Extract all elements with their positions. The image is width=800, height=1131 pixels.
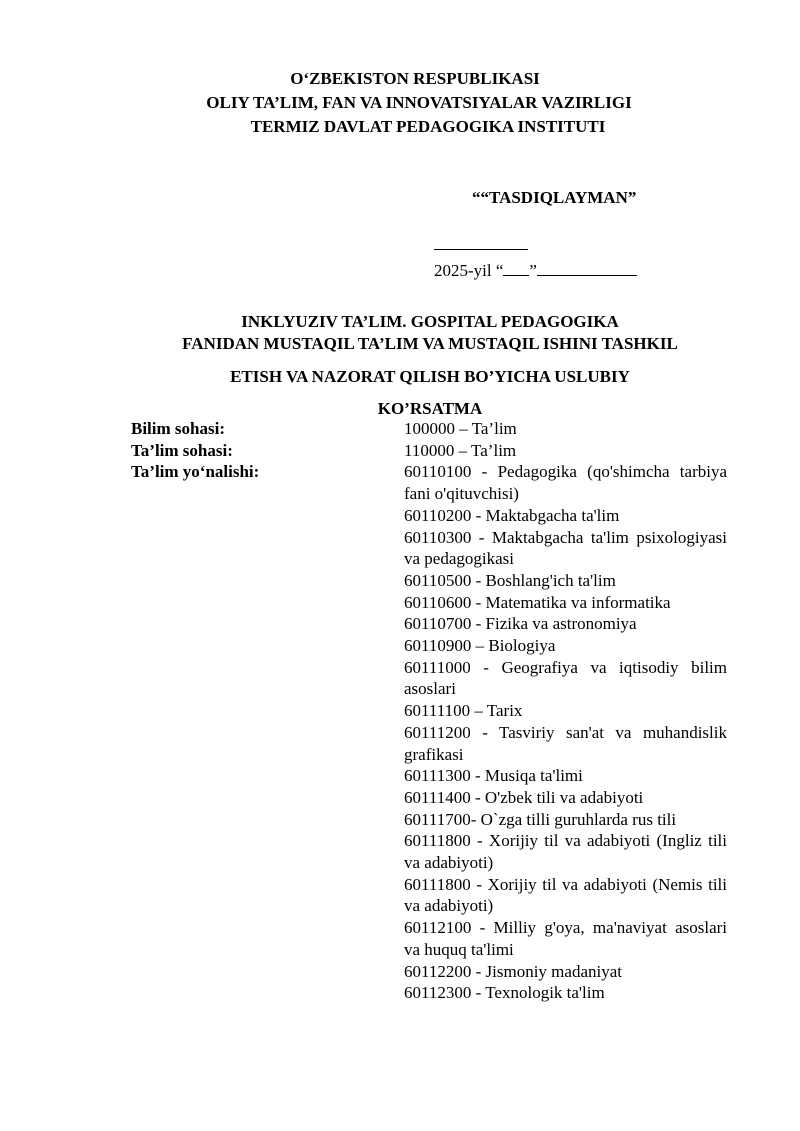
approval-signature-block <box>434 232 637 284</box>
approval-year-prefix: 2025-yil “ <box>434 261 504 280</box>
header-ministry: OLIY TA’LIM, FAN VA INNOVATSIYALAR VAZIRLIGI <box>206 93 632 112</box>
direction-item: 60111000 - Geografiya va iqtisodiy bilim asoslari <box>404 657 727 699</box>
direction-item: 60110600 - Matematika va informatika <box>404 592 671 612</box>
direction-item: 60110900 – Biologiya <box>404 636 556 656</box>
talim-sohasi-label: Ta’lim sohasi: <box>131 440 233 460</box>
title-line-2: FANIDAN MUSTAQIL TA’LIM VA MUSTAQIL ISHINI TASHKIL <box>182 334 678 353</box>
direction-item: 60111800 - Xorijiy til va adabiyoti (Nemis tili va adabiyoti) <box>404 874 727 916</box>
bilim-sohasi-value: 100000 – Ta’lim <box>404 419 517 438</box>
header-institute: TERMIZ DAVLAT PEDAGOGIKA INSTITUTI <box>250 117 606 136</box>
approval-year-mid: ” <box>529 261 537 280</box>
direction-item: 60110300 - Maktabgacha ta'lim psixologiyasi va pedagogikasi <box>404 527 727 569</box>
talim-sohasi-value: 110000 – Ta’lim <box>404 440 517 460</box>
direction-item: 60110700 - Fizika va astronomiya <box>404 614 637 634</box>
header-republic: O‘ZBEKISTON RESPUBLIKASI <box>290 69 540 88</box>
direction-item: 60110200 - Maktabgacha ta'lim <box>404 505 620 525</box>
title-line-1: INKLYUZIV TA’LIM. GOSPITAL PEDAGOGIKA <box>241 312 619 331</box>
bilim-sohasi-label: Bilim sohasi: <box>131 419 225 438</box>
direction-item: 60111200 - Tasviriy san'at va muhandislik grafikasi <box>404 722 727 764</box>
talim-yonalishi-label: Ta’lim yo‘nalishi: <box>131 462 260 482</box>
title-line-4: KO’RSATMA <box>377 399 483 418</box>
direction-item: 60112100 - Milliy g'oya, ma'naviyat asoslari va huquq ta'limi <box>404 918 727 959</box>
direction-item: 60111300 - Musiqa ta'limi <box>404 766 583 786</box>
approval-heading: ““TASDIQLAYMAN” <box>472 188 637 207</box>
direction-item: 60111800 - Xorijiy til va adabiyoti (Ingliz tili va adabiyoti) <box>404 831 727 873</box>
title-line-3: ETISH VA NAZORAT QILISH BO’YICHA USLUBIY <box>230 367 630 386</box>
signature-line <box>434 235 528 250</box>
direction-item: 60111100 – Tarix <box>404 701 523 721</box>
day-blank <box>503 261 529 276</box>
document-header <box>0 67 800 139</box>
direction-item: 60111400 - O'zbek tili va adabiyoti <box>404 787 644 807</box>
direction-item: 60112200 - Jismoniy madaniyat <box>404 961 622 981</box>
direction-item: 60111700- O`zga tilli guruhlarda rus tili <box>404 809 677 829</box>
field-values <box>404 418 727 1004</box>
direction-item: 60112300 - Texnologik ta'lim <box>404 983 605 1003</box>
month-blank <box>537 261 637 276</box>
direction-item: 60110500 - Boshlang'ich ta'lim <box>404 570 616 590</box>
direction-item: 60110100 - Pedagogika (qo'shimcha tarbiya fani o'qituvchisi) <box>404 462 727 504</box>
field-labels <box>131 418 259 483</box>
